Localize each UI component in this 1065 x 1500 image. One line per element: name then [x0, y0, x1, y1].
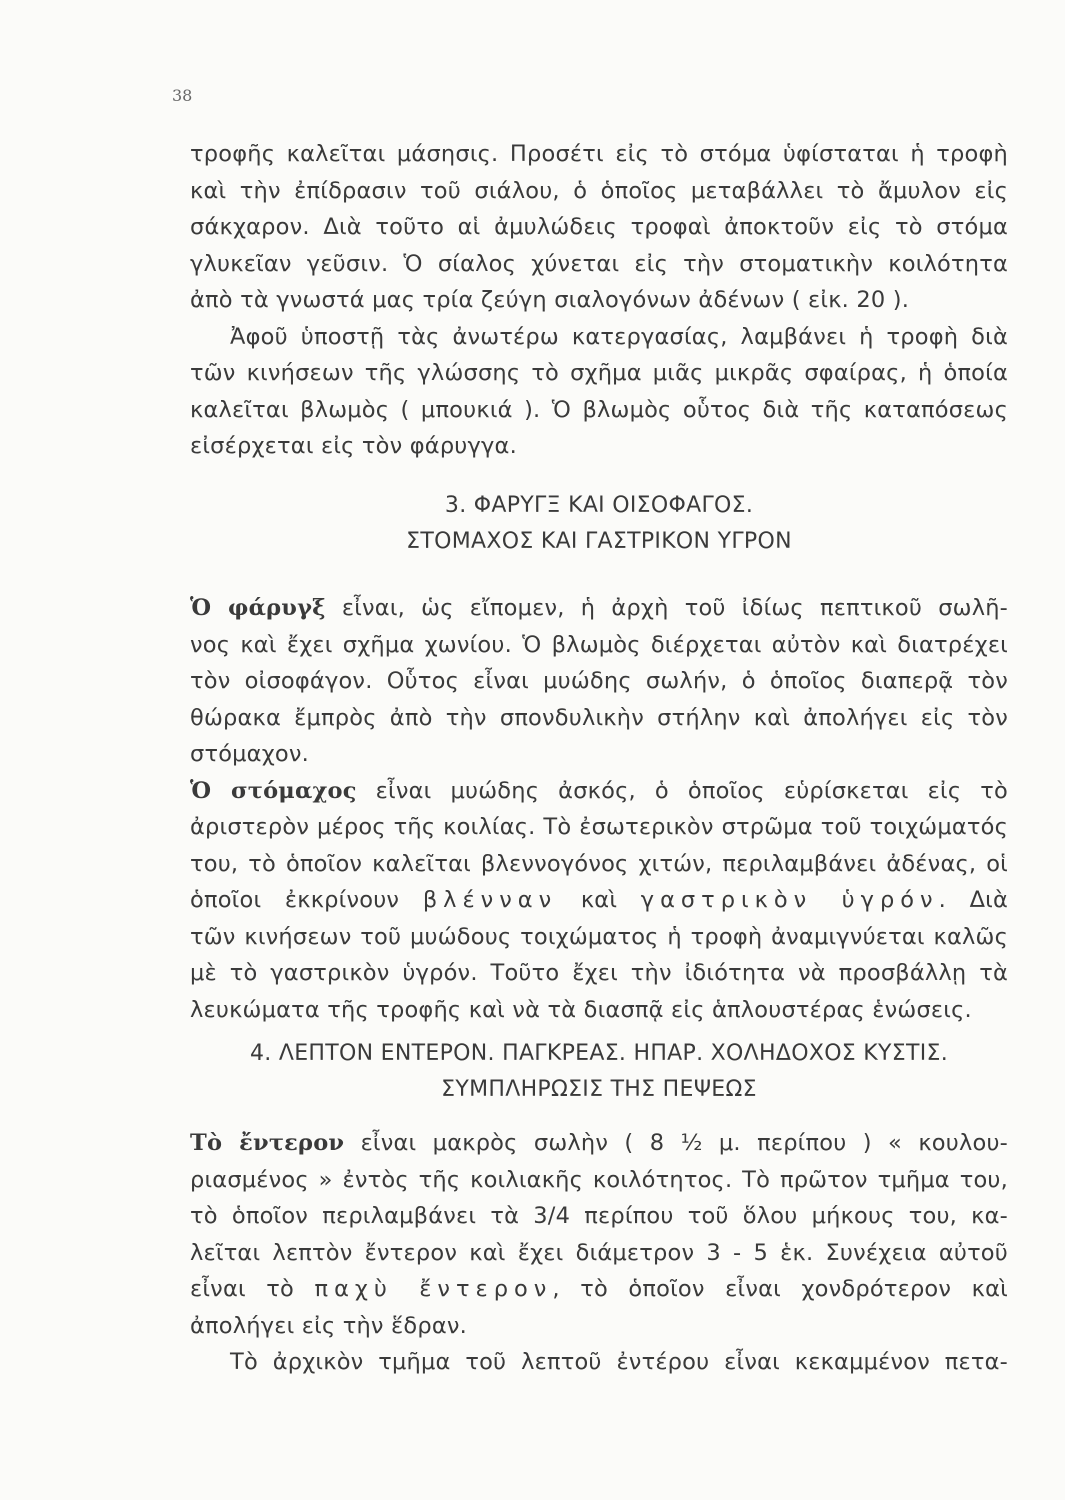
text-line [190, 1271, 1008, 1308]
text-run: εἶναι μυώδης ἀσκός, ὁ ὁποῖος εὑρίσκεται εἰς τὸ [356, 777, 1008, 804]
text-line: ριασμένος » ἐντὸς τῆς κοιλιακῆς κοιλότητος. Τὸ πρῶτον τμῆμα του, [190, 1166, 1008, 1193]
text-line: καλεῖται βλωμὸς ( μπουκιά ). Ὁ βλωμὸς οὗτος διὰ τῆς καταπόσεως [190, 396, 1008, 423]
term-stomach: Ὁ στόμαχος [190, 777, 357, 804]
text-line: Τὸ ἀρχικὸν τμῆμα τοῦ λεπτοῦ ἐντέρου εἶναι κεκαμμένον πετα- [230, 1349, 1008, 1375]
text-run: εἶναι, ὡς εἴπομεν, ἡ ἀρχὴ τοῦ ἰδίως πεπτικοῦ σωλῆ- [325, 595, 1009, 621]
section-3-heading [190, 488, 1008, 560]
text-line: τροφῆς καλεῖται μάσησις. Προσέτι εἰς τὸ στόμα ὑφίσταται ἡ τροφὴ [190, 141, 1008, 167]
text-line: τῶν κινήσεων τῆς γλώσσης τὸ σχῆμα μιᾶς μικρᾶς σφαίρας, ἡ ὁποία [190, 360, 1008, 386]
term-intestine: Τὸ ἔντερον [190, 1130, 345, 1156]
section-3-text-block [190, 590, 1008, 1028]
opening-text-block [190, 136, 1008, 465]
section-4-heading [190, 1036, 1008, 1108]
text-line: Ἀφοῦ ὑποστῇ τὰς ἀνωτέρω κατεργασίας, λαμβάνει ἡ τροφὴ διὰ [230, 323, 1008, 350]
text-run: . Διὰ [938, 887, 1009, 913]
text-line: τὸ ὁποῖον περιλαμβάνει τὰ 3/4 περίπου τοῦ ὅλου μήκους του, κα- [190, 1203, 1008, 1229]
section-3-heading-line-1: 3. ΦΑΡΥΓΞ ΚΑΙ ΟΙΣΟΦΑΓΟΣ. [444, 493, 754, 518]
text-line: λευκώματα τῆς τροφῆς καὶ νὰ τὰ διασπᾷ εἰς ἁπλουστέρας ἑνώσεις. [190, 996, 972, 1023]
text-line: νος καὶ ἔχει σχῆμα χωνίου. Ὁ βλωμὸς διέρχεται αὐτὸν καὶ διατρέχει [190, 631, 1008, 658]
text-line [190, 590, 1008, 627]
section-4-text-block [190, 1125, 1008, 1381]
text-line: στόμαχον. [190, 741, 310, 767]
text-run: ὁποῖοι ἐκκρίνουν [190, 887, 423, 913]
text-line: ἀπὸ τὰ γνωστά μας τρία ζεύγη σιαλογόνων ἀδένων ( εἰκ. 20 ). [190, 287, 910, 313]
text-line: εἰσέρχεται εἰς τὸν φάρυγγα. [190, 433, 517, 459]
text-line: τῶν κινήσεων τοῦ μυώδους τοιχώματος ἡ τροφὴ ἀναμιγνύεται καλῶς [190, 923, 1008, 950]
text-line: σάκχαρον. Διὰ τοῦτο αἱ ἀμυλώδεις τροφαὶ ἀποκτοῦν εἰς τὸ στόμα [190, 214, 1008, 240]
text-run: εἶναι τὸ [190, 1276, 315, 1302]
text-line: θώρακα ἔμπρὸς ἀπὸ τὴν σπονδυλικὴν στήλην καὶ ἀπολήγει εἰς τὸν [190, 704, 1008, 731]
spaced-term-mucus: βλένναν [422, 887, 558, 913]
text-run: εἶναι μακρὸς σωλὴν ( 8 ½ μ. περίπου ) « κουλου- [344, 1130, 1008, 1156]
section-3-heading-line-2: ΣΤΟΜΑΧΟΣ ΚΑΙ ΓΑΣΤΡΙΚΟΝ ΥΓΡΟΝ [406, 529, 792, 554]
text-run: , τὸ ὁποῖον εἶναι χονδρότερον καὶ [552, 1276, 1008, 1302]
spaced-term-large-intestine: παχὺ ἔντερον [314, 1276, 553, 1302]
text-line [190, 1125, 1008, 1162]
text-run: καὶ [557, 887, 641, 913]
text-line [190, 773, 1008, 810]
text-line: ἀπολήγει εἰς τὴν ἕδραν. [190, 1312, 467, 1339]
section-4-heading-line-2: ΣΥΜΠΛΗΡΩΣΙΣ ΤΗΣ ΠΕΨΕΩΣ [441, 1077, 757, 1102]
text-line: καὶ τὴν ἐπίδρασιν τοῦ σιάλου, ὁ ὁποῖος μεταβάλλει τὸ ἄμυλον εἰς [190, 177, 1008, 204]
term-pharynx: Ὁ φάρυγξ [190, 595, 326, 621]
text-line: γλυκεῖαν γεῦσιν. Ὁ σίαλος χύνεται εἰς τὴν στοματικὴν κοιλότητα [190, 250, 1008, 277]
spaced-term-gastric-juice: γαστρικὸν ὑγρόν [640, 887, 939, 913]
page-number: 38 [172, 86, 193, 105]
text-line: τὸν οἰσοφάγον. Οὗτος εἶναι μυώδης σωλήν, ὁ ὁποῖος διαπερᾷ τὸν [190, 668, 1008, 694]
section-4-heading-line-1: 4. ΛΕΠΤΟΝ ΕΝΤΕΡΟΝ. ΠΑΓΚΡΕΑΣ. ΗΠΑΡ. ΧΟΛΗΔΟΧΟΣ ΚΥΣΤΙΣ. [250, 1041, 948, 1066]
text-line [190, 882, 1008, 919]
text-line: ἀριστερὸν μέρος τῆς κοιλίας. Τὸ ἐσωτερικὸν στρῶμα τοῦ τοιχώματός [190, 814, 1008, 840]
text-line: λεῖται λεπτὸν ἔντερον καὶ ἔχει διάμετρον 3 - 5 ἑκ. Συνέχεια αὐτοῦ [190, 1239, 1008, 1266]
text-line: του, τὸ ὁποῖον καλεῖται βλεννογόνος χιτών, περιλαμβάνει ἀδένας, οἱ [190, 850, 1008, 877]
text-line: μὲ τὸ γαστρικὸν ὑγρόν. Τοῦτο ἔχει τὴν ἰδιότητα νὰ προσβάλλῃ τὰ [190, 960, 1008, 986]
